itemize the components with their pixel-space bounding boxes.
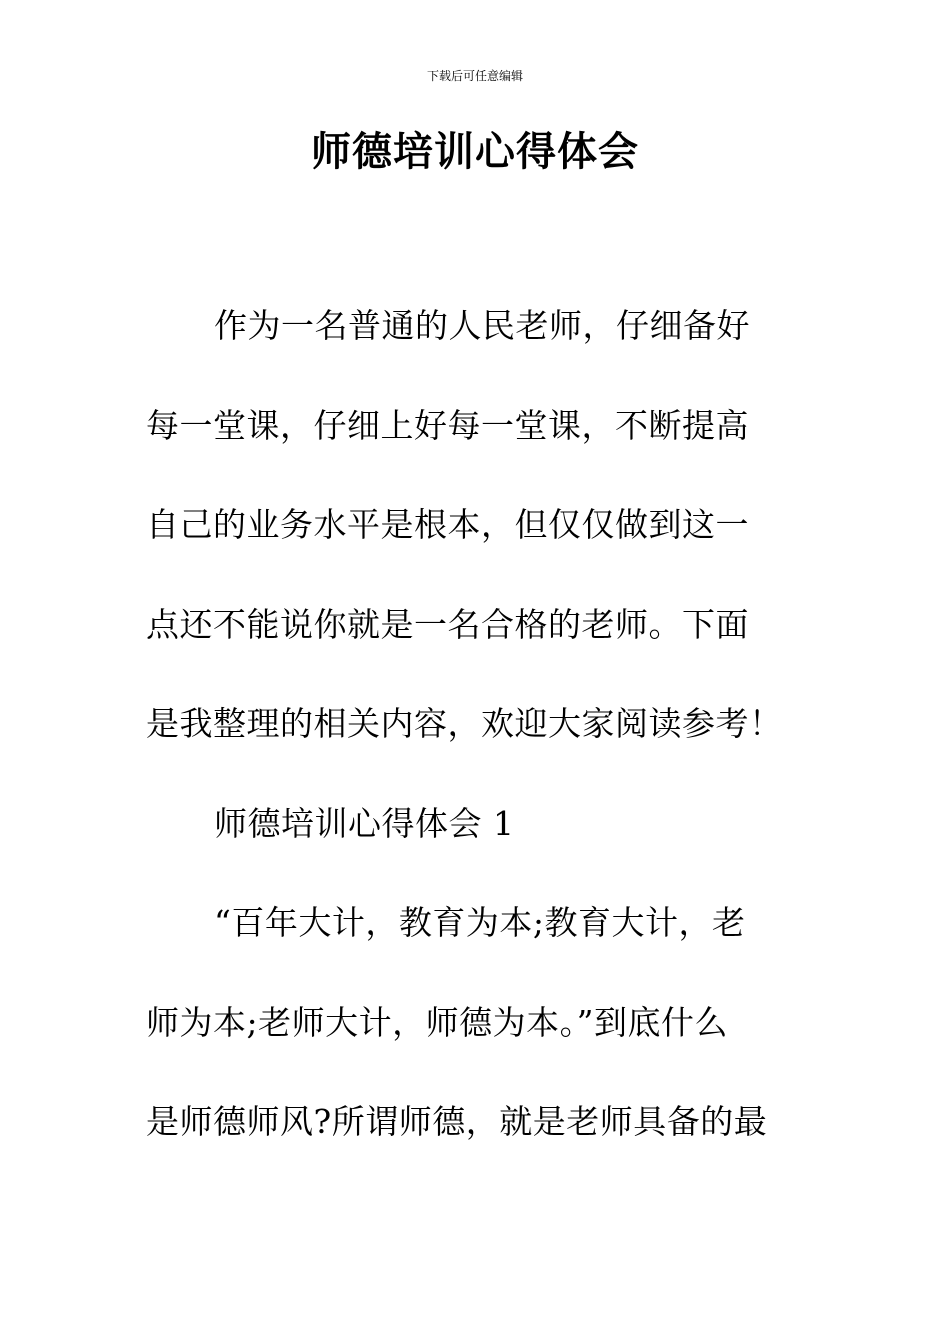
paragraph-line: 自己的业务水平是根本，但仅仅做到这一	[146, 505, 749, 544]
paragraph-line: 是我整理的相关内容，欢迎大家阅读参考！	[146, 704, 783, 743]
header-note: 下载后可任意编辑	[426, 69, 523, 83]
paragraph-line: 作为一名普通的人民老师，仔细备好	[214, 306, 750, 345]
document-title: 师德培训心得体会	[311, 129, 639, 175]
paragraph-line: 是师德师风?所谓师德，就是老师具备的最	[146, 1102, 768, 1141]
section-heading: 师德培训心得体会 1	[214, 804, 515, 843]
paragraph-line: 师为本;老师大计，师德为本。”到底什么	[146, 1003, 728, 1042]
paragraph-line: “百年大计，教育为本;教育大计，老	[214, 903, 746, 942]
paragraph-line: 每一堂课，仔细上好每一堂课，不断提高	[146, 406, 749, 445]
paragraph-line: 点还不能说你就是一名合格的老师。下面	[146, 605, 749, 644]
